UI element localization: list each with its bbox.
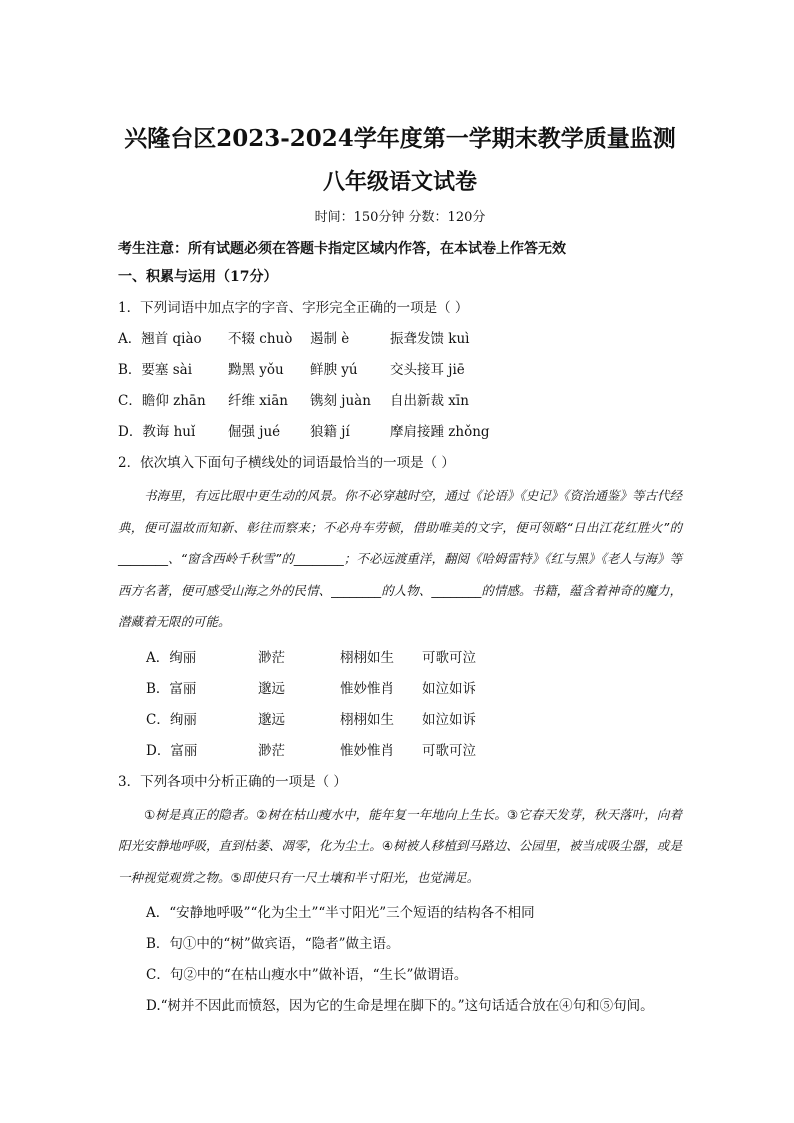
q2-option-d bbox=[118, 740, 682, 762]
question-3-stem: 3．下列各项中分析正确的一项是（ ） bbox=[118, 773, 347, 790]
option-cell: C．绚丽 bbox=[146, 711, 197, 728]
option-cell: 栩栩如生 bbox=[340, 649, 394, 666]
option-cell: 摩肩接踵 zhǒng bbox=[390, 424, 490, 440]
option-cell: 黝黑 yǒu bbox=[228, 362, 284, 378]
q1-option-d bbox=[118, 421, 682, 443]
option-cell: 惟妙惟肖 bbox=[340, 742, 394, 759]
option-cell: 狼籍 jí bbox=[310, 424, 350, 440]
option-cell: 鲜腴 yú bbox=[310, 362, 358, 378]
question-1-stem: 1．下列词语中加点字的字音、字形完全正确的一项是（ ） bbox=[118, 300, 469, 316]
question-2-stem: 2．依次填入下面句子横线处的词语最恰当的一项是（ ） bbox=[118, 455, 455, 471]
q1-option-b bbox=[118, 359, 682, 381]
q3-option-b: B．句①中的“树”做宾语，“隐者”做主语。 bbox=[146, 936, 400, 952]
q2-option-b bbox=[118, 678, 682, 700]
option-cell: 邈远 bbox=[258, 711, 285, 728]
option-cell: 如泣如诉 bbox=[422, 711, 476, 728]
q3-option-c: C．句②中的“在枯山瘦水中”做补语，“生长”做谓语。 bbox=[146, 967, 468, 983]
exam-title: 兴隆台区2023-2024学年度第一学期末教学质量监测 bbox=[124, 125, 676, 152]
option-cell: 渺茫 bbox=[258, 742, 285, 759]
option-cell: 栩栩如生 bbox=[340, 711, 394, 728]
option-cell: 不辍 chuò bbox=[228, 331, 293, 347]
question-3-passage: ①树是真正的隐者。②树在枯山瘦水中，能年复一年地向上生长。③它春天发芽，秋天落叶，向着阳光安静地呼吸，直到枯萎、凋零，化为尘土。④树被人移植到马路边、公园里，被当成吸尘器，或是一种视觉观赏之物。⑤即使只有一尺土壤和半寸阳光，也觉满足。 bbox=[118, 806, 682, 885]
question-2-passage: 书海里，有远比眼中更生动的风景。你不必穿越时空，通过《论语》《史记》《资治通鉴》等古代经典，便可温故而知新、彰往而察来；不必舟车劳顿，借助唯美的文字，便可领略“日出江花红胜火”的________、“窗含西岭千秋雪”的________；不必远渡重洋，翻阅《哈姆雷特》《红与黑》《老人与海》等西方名著，便可感受山海之外的民情、________的人物、________的情感。书籍，蕴含着神奇的魔力，潜藏着无限的可能。 bbox=[118, 488, 682, 629]
option-cell: 镌刻 juàn bbox=[310, 393, 371, 409]
option-cell: D．教诲 huǐ bbox=[118, 424, 196, 440]
option-cell: 如泣如诉 bbox=[422, 680, 476, 697]
option-cell: 纤维 xiān bbox=[228, 393, 288, 409]
option-cell: 可歌可泣 bbox=[422, 742, 476, 759]
option-cell: B．富丽 bbox=[146, 680, 197, 697]
option-cell: D．富丽 bbox=[146, 742, 198, 759]
option-cell: 渺茫 bbox=[258, 649, 285, 666]
option-cell: 邈远 bbox=[258, 680, 285, 697]
option-cell: C．瞻仰 zhān bbox=[118, 393, 206, 409]
option-cell: 振聋发馈 kuì bbox=[390, 331, 470, 347]
q1-option-c bbox=[118, 390, 682, 412]
option-cell: B．要塞 sài bbox=[118, 362, 193, 378]
option-cell: 自出新裁 xīn bbox=[390, 393, 469, 409]
q2-option-a bbox=[118, 647, 682, 669]
exam-meta: 时间：150分钟 分数：120分 bbox=[314, 210, 486, 225]
q1-option-a bbox=[118, 328, 682, 350]
option-cell: A．绚丽 bbox=[146, 649, 197, 666]
option-cell: 可歌可泣 bbox=[422, 649, 476, 666]
option-cell: 遏制 è bbox=[310, 331, 350, 347]
exam-notice: 考生注意：所有试题必须在答题卡指定区域内作答，在本试卷上作答无效 bbox=[118, 241, 566, 257]
q3-option-d: D.“树并不因此而愤怒，因为它的生命是埋在脚下的。”这句话适合放在④句和⑤句间。 bbox=[146, 998, 654, 1014]
q3-option-a: A．“安静地呼吸”“化为尘土”“半寸阳光”三个短语的结构各不相同 bbox=[146, 905, 535, 921]
exam-subtitle: 八年级语文试卷 bbox=[322, 169, 477, 195]
option-cell: 惟妙惟肖 bbox=[340, 680, 394, 697]
option-cell: 倔强 jué bbox=[228, 424, 281, 440]
q2-option-c bbox=[118, 709, 682, 731]
option-cell: 交头接耳 jiē bbox=[390, 362, 465, 378]
option-cell: A．翘首 qiào bbox=[118, 331, 202, 347]
section-heading: 一、积累与运用（17分） bbox=[118, 269, 278, 285]
